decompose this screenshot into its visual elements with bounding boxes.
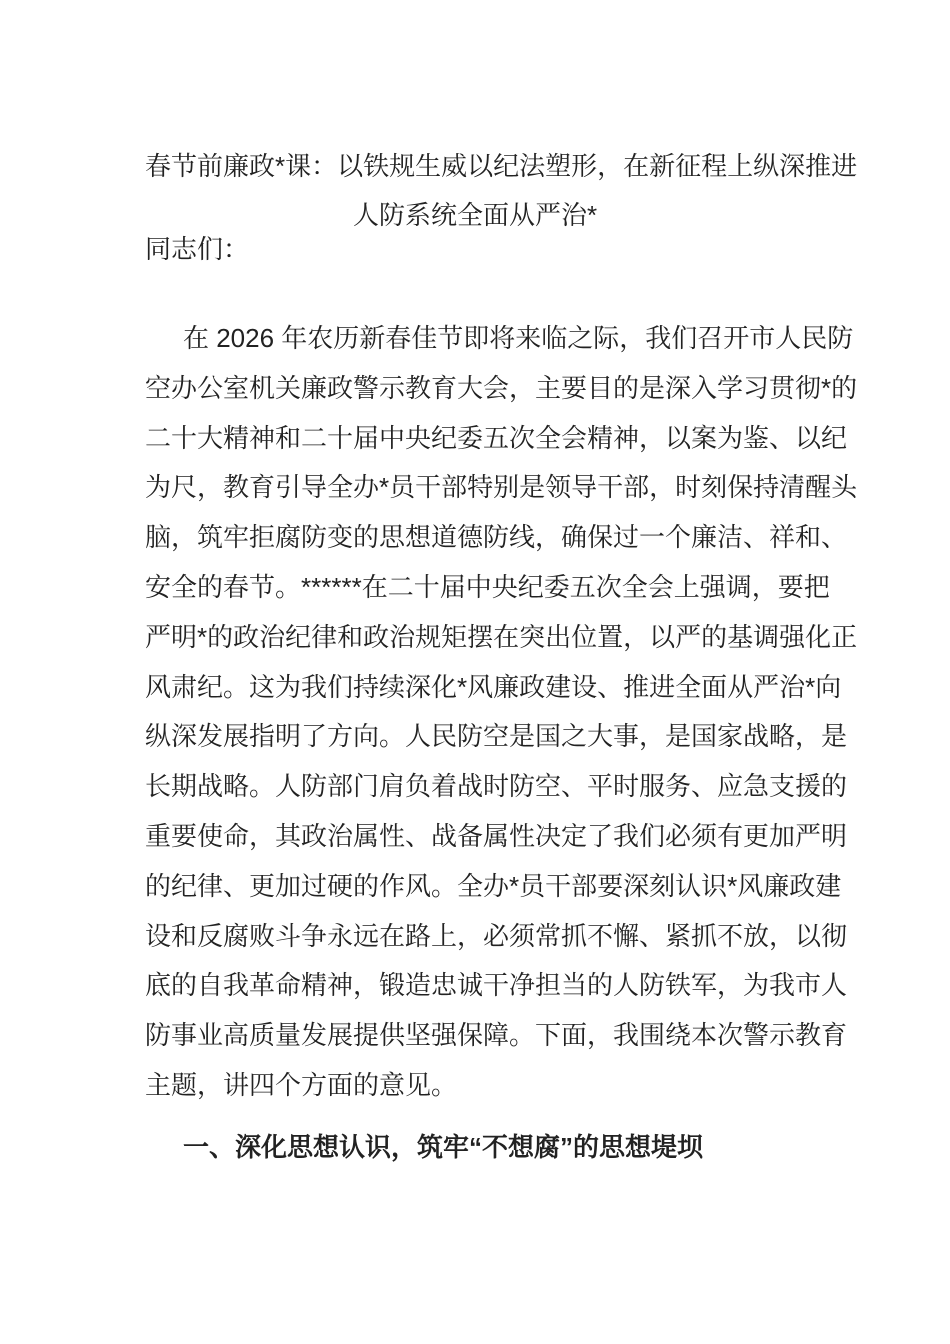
paragraph-line: 重要使命，其政治属性、战备属性决定了我们必须有更加严明 <box>145 821 848 851</box>
paragraph-line: 主题，讲四个方面的意见。 <box>145 1070 458 1100</box>
paragraph-line: 空办公室机关廉政警示教育大会，主要目的是深入学习贯彻*的 <box>145 372 858 403</box>
paragraph-line: 在 2026 年农历新春佳节即将来临之际，我们召开市人民防 <box>183 323 854 353</box>
paragraph-line: 设和反腐败斗争永远在路上，必须常抓不懈、紧抓不放，以彻 <box>145 920 848 951</box>
section-heading: 一、深化思想认识，筑牢“不想腐”的思想堤坝 <box>183 1132 704 1162</box>
paragraph-line: 二十大精神和二十届中央纪委五次全会精神，以案为鉴、以纪 <box>145 422 848 453</box>
document-title-line-1: 春节前廉政*课：以铁规生威以纪法塑形，在新征程上纵深推进 <box>145 151 858 181</box>
document-title-line-2: 人防系统全面从严治* <box>352 200 598 230</box>
salutation: 同志们： <box>145 234 250 264</box>
paragraph-line: 风肃纪。这为我们持续深化*风廉政建设、推进全面从严治*向 <box>145 671 842 702</box>
paragraph-line: 纵深发展指明了方向。人民防空是国之大事，是国家战略，是 <box>145 721 848 752</box>
paragraph-line: 长期战略。人防部门肩负着战时防空、平时服务、应急支援的 <box>145 771 848 802</box>
paragraph-line: 的纪律、更加过硬的作风。全办*员干部要深刻认识*风廉政建 <box>145 870 842 901</box>
paragraph-line: 防事业高质量发展提供坚强保障。下面，我围绕本次警示教育 <box>145 1020 848 1051</box>
paragraph-line: 底的自我革命精神，锻造忠诚干净担当的人防铁军，为我市人 <box>145 970 848 1001</box>
paragraph-line: 脑，筑牢拒腐防变的思想道德防线，确保过一个廉洁、祥和、 <box>145 522 848 553</box>
paragraph-line: 严明*的政治纪律和政治规矩摆在突出位置，以严的基调强化正 <box>145 621 858 652</box>
paragraph-line: 安全的春节。******在二十届中央纪委五次全会上强调，要把 <box>145 572 830 602</box>
paragraph-line: 为尺，教育引导全办*员干部特别是领导干部，时刻保持清醒头 <box>145 472 858 503</box>
